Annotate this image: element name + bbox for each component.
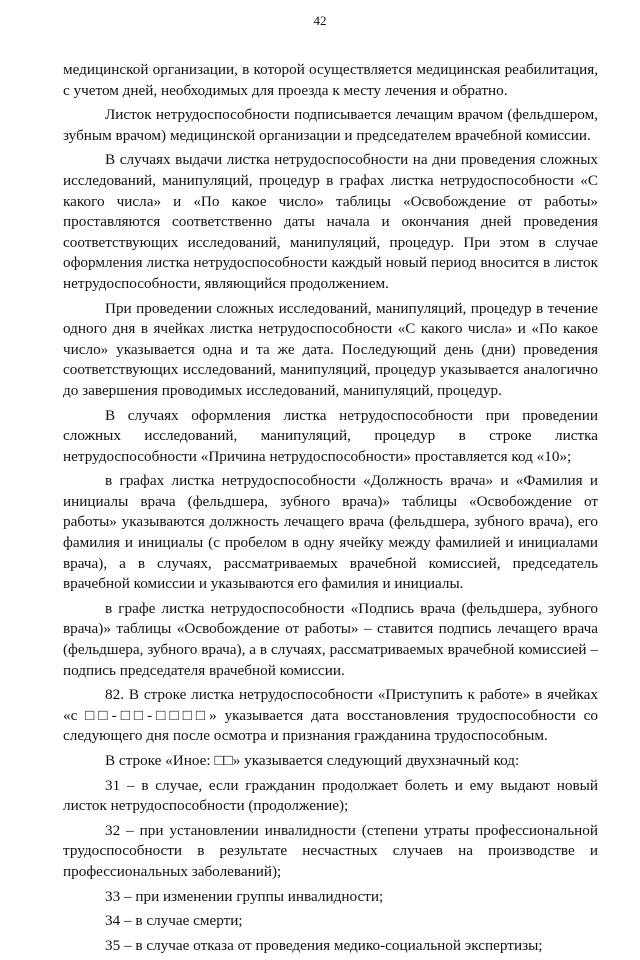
list-item-code-33: 33 – при изменении группы инвалидности; (105, 887, 384, 905)
list-item-code-31: 31 – в случае, если гражданин продолжает болеть и ему выдают новый листок нетрудоспособности (продолжение); (63, 776, 598, 815)
list-item-code-34: 34 – в случае смерти; (105, 912, 243, 930)
page-number: 42 (313, 13, 327, 28)
list-item-code-35: 35 – в случае отказа от проведения медико-социальной экспертизы; (105, 936, 543, 954)
paragraph-complex-procedures-dates: В случаях выдачи листка нетрудоспособности на дни проведения сложных исследований, манипуляций, процедур в графах листка нетрудоспособности «С какого числа» и «По какое число» таблицы «Освобождение от работы» проставляются соответственно даты начала и окончания дней проведения соответствующих исследований, манипуляций, процедур. При этом в случае оформления листка нетрудоспособности каждый новый период вносится в листок нетрудоспособности, являющийся продолжением. (63, 151, 598, 292)
list-item-code-32: 32 – при установлении инвалидности (степени утраты профессиональной трудоспособности в результате несчастных случаев на производстве и профессиональных заболеваний); (63, 821, 598, 880)
paragraph-doctor-signature: в графе листка нетрудоспособности «Подпись врача (фельдшера, зубного врача)» таблицы «Освобождение от работы» – ставится подпись лечащего врача (фельдшера, зубного врача), а в случаях, рассматриваемых врачебной комиссией – подпись председателя врачебной комиссии. (63, 599, 598, 679)
paragraph-item-82: 82. В строке листка нетрудоспособности «Приступить к работе» в ячейках «с □□-□□-□□□□» указывается дата восстановления трудоспособности со следующего дня после осмотра и признания гражданина трудоспособным. (63, 686, 598, 745)
paragraph-reason-code-10: В случаях оформления листка нетрудоспособности при проведении сложных исследований, манипуляций, процедур в строке листка нетрудоспособности «Причина нетрудоспособности» проставляется код «10»; (63, 406, 598, 465)
paragraph-one-day-procedures: При проведении сложных исследований, манипуляций, процедур в течение одного дня в ячейках листка нетрудоспособности «С какого числа» и «По какое число» указывается одна и та же дата. Последующий день (дни) проведения соответствующих исследований, манипуляций, процедур указывается аналогично до завершения проводимых исследований, манипуляций, процедур. (63, 299, 598, 399)
paragraph-continuation: медицинской организации, в которой осуществляется медицинская реабилитация, с учетом дней, необходимых для проезда к месту лечения и обратно. (63, 61, 598, 99)
paragraph-doctor-position-name: в графах листка нетрудоспособности «Должность врача» и «Фамилия и инициалы врача (фельдшера, зубного врача)» таблицы «Освобождение от работы» указываются должность лечащего врача (фельдшера, зубного врача), его фамилия и инициалы (с пробелом в одну ячейку между фамилией и инициалами врача), а в случаях, рассматриваемых врачебной комиссией, председатель врачебной комиссии и указываются его фамилия и инициалы. (63, 472, 598, 593)
paragraph-other-code-intro: В строке «Иное: □□» указывается следующий двухзначный код: (105, 752, 520, 769)
paragraph-signature: Листок нетрудоспособности подписывается лечащим врачом (фельдшером, зубным врачом) медицинской организации и председателем врачебной комиссии. (63, 106, 598, 144)
body-text (63, 60, 598, 960)
